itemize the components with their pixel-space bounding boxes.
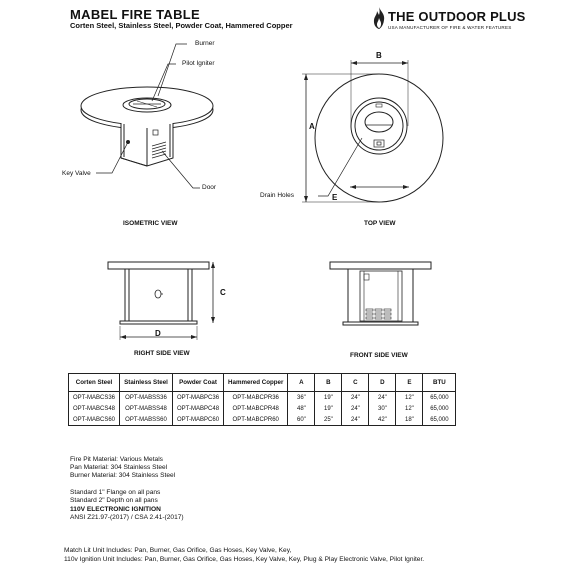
dim-b-label: B [376,51,382,60]
table-row [69,414,456,426]
table-cell: OPT-MABPC48 [173,403,224,414]
note-material-pan: Pan Material: 304 Stainless Steel [70,464,168,471]
col-header-b: B [315,374,342,392]
table-cell: OPT-MABSS36 [120,392,173,404]
table-cell: 18" [396,414,423,426]
brand-name: THE OUTDOOR PLUS [388,9,526,24]
col-header-a: A [288,374,315,392]
table-cell: 24" [342,414,369,426]
table-cell: 48" [288,403,315,414]
table-cell: OPT-MABSS60 [120,414,173,426]
top-view-drawing [302,60,443,202]
table-cell: 65,000 [423,392,456,404]
col-header-btu: BTU [423,374,456,392]
table-cell: OPT-MABPC60 [173,414,224,426]
col-header-c: C [342,374,369,392]
top-view-label: TOP VIEW [364,220,396,227]
col-header-powder: Powder Coat [173,374,224,392]
table-cell: OPT-MABCS60 [69,414,120,426]
note-material-burner: Burner Material: 304 Stainless Steel [70,472,176,479]
table-cell: 30" [369,403,396,414]
table-cell: 65,000 [423,403,456,414]
table-cell: OPT-MABCPR48 [224,403,288,414]
brand-tagline: USA MANUFACTURER OF FIRE & WATER FEATURES [388,25,512,30]
table-cell: OPT-MABCPR60 [224,414,288,426]
table-cell: 19" [315,392,342,404]
product-subtitle: Corten Steel, Stainless Steel, Powder Coat, Hammered Copper [70,21,293,30]
col-header-copper: Hammered Copper [224,374,288,392]
dim-a-label: A [309,122,315,131]
table-cell: 19" [315,403,342,414]
note-material-firepit: Fire Pit Material: Various Metals [70,456,163,463]
table-cell: 25" [315,414,342,426]
table-cell: OPT-MABCS36 [69,392,120,404]
dim-c-label: C [220,288,226,297]
drain-holes-callout: Drain Holes [260,192,294,199]
ignition-unit-includes: 110v Ignition Unit Includes: Pan, Burner, Gas Orifice, Gas Hoses, Key Valve, Key, Plug & Play Electronic Valve, Pilot Igniter. [64,556,425,563]
col-header-e: E [396,374,423,392]
table-cell: 12" [396,392,423,404]
table-row [69,392,456,404]
table-cell: OPT-MABCS48 [69,403,120,414]
table-cell: 12" [396,403,423,414]
table-cell: OPT-MABSS48 [120,403,173,414]
specs-table [68,373,456,426]
burner-callout: Burner [195,40,215,47]
ignition-title: 110V ELECTRONIC IGNITION [70,506,161,513]
table-cell: OPT-MABCPR36 [224,392,288,404]
front-side-view-label: FRONT SIDE VIEW [350,352,408,359]
right-side-view-label: RIGHT SIDE VIEW [134,350,190,357]
isometric-view-label: ISOMETRIC VIEW [123,220,178,227]
right-side-drawing [108,262,215,340]
col-header-corten: Corten Steel [69,374,120,392]
note-standard-flange: Standard 1" Flange on all pans [70,489,161,496]
dim-d-label: D [155,329,161,338]
table-cell: 65,000 [423,414,456,426]
match-lit-includes: Match Lit Unit Includes: Pan, Burner, Gas Orifice, Gas Hoses, Key Valve, Key, [64,547,292,554]
product-title: MABEL FIRE TABLE [70,7,200,22]
table-cell: OPT-MABPC36 [173,392,224,404]
key-valve-callout: Key Valve [62,170,91,177]
table-cell: 24" [342,403,369,414]
pilot-igniter-callout: Pilot Igniter [182,60,215,67]
table-cell: 24" [342,392,369,404]
table-cell: 42" [369,414,396,426]
door-callout: Door [202,184,217,191]
table-row [69,403,456,414]
specs-header-row [69,374,456,392]
col-header-d: D [369,374,396,392]
table-cell: 36" [288,392,315,404]
ignition-standard: ANSI Z21.97-(2017) / CSA 2.41-(2017) [70,514,184,521]
dim-e-label: E [332,193,338,202]
table-cell: 60" [288,414,315,426]
front-side-drawing [330,262,431,325]
col-header-stainless: Stainless Steel [120,374,173,392]
table-cell: 24" [369,392,396,404]
note-standard-depth: Standard 2" Depth on all pans [70,497,158,504]
